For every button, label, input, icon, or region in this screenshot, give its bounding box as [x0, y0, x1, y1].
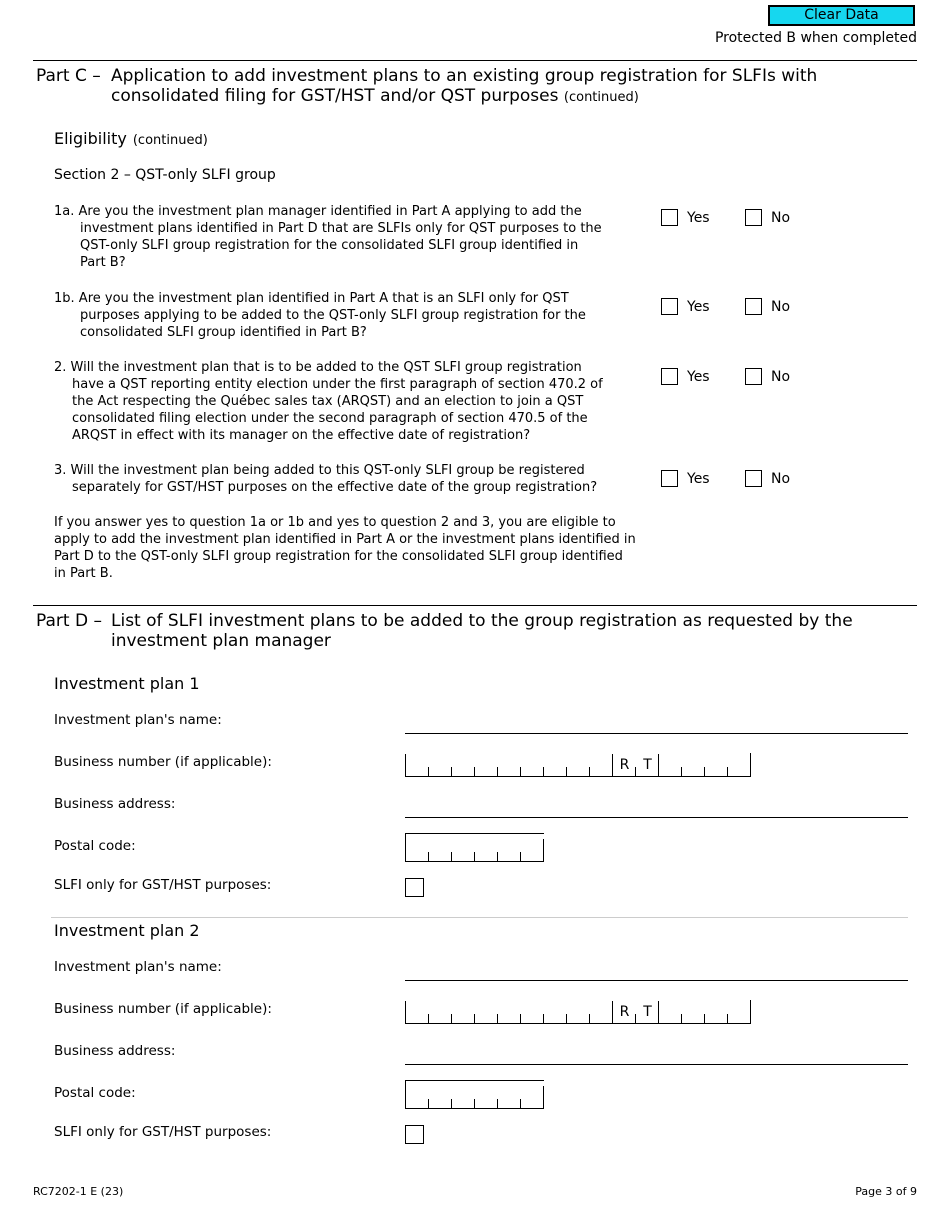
checkbox[interactable] — [745, 470, 762, 487]
question-3-yes[interactable]: Yes — [661, 470, 710, 487]
divider — [51, 917, 908, 918]
form-id: RC7202-1 E (23) — [33, 1185, 124, 1198]
plan-2-postal-code-input[interactable] — [405, 1080, 544, 1109]
divider — [33, 605, 917, 606]
plan-2-address-input[interactable] — [405, 1064, 908, 1065]
checkbox[interactable] — [661, 368, 678, 385]
question-1b-yes[interactable]: Yes — [661, 298, 710, 315]
question-1a-no[interactable]: No — [745, 209, 790, 226]
rt-letter-r: R — [613, 754, 636, 776]
question-2-yes[interactable]: Yes — [661, 368, 710, 385]
plan-2-address-label: Business address: — [54, 1043, 176, 1059]
checkbox[interactable] — [661, 209, 678, 226]
part-c-title: Part C – Application to add investment plans to an existing group registration for SLFIs with consolidated filing for GST/HST and/or QST purposes (continued) — [36, 66, 818, 106]
clear-data-button[interactable]: Clear Data — [768, 5, 915, 26]
part-d-title: Part D – List of SLFI investment plans to be added to the group registration as requested by the investment plan manager — [36, 611, 853, 651]
question-1b-no[interactable]: No — [745, 298, 790, 315]
plan-1-slfi-label: SLFI only for GST/HST purposes: — [54, 877, 272, 893]
checkbox[interactable] — [745, 368, 762, 385]
section-2-title: Section 2 – QST-only SLFI group — [54, 167, 276, 183]
plan-1-slfi-checkbox[interactable] — [405, 878, 424, 897]
question-2-no[interactable]: No — [745, 368, 790, 385]
protected-notice: Protected B when completed — [714, 30, 917, 46]
checkbox[interactable] — [661, 298, 678, 315]
eligibility-heading: Eligibility (continued) — [54, 129, 208, 148]
investment-plan-1-title: Investment plan 1 — [54, 674, 200, 693]
rt-letter-r: R — [613, 1001, 636, 1023]
checkbox[interactable] — [745, 298, 762, 315]
plan-1-name-input[interactable] — [405, 733, 908, 734]
rt-letter-t: T — [636, 754, 659, 776]
rt-letter-t: T — [636, 1001, 659, 1023]
plan-2-business-number-input[interactable] — [405, 1001, 751, 1024]
divider — [33, 60, 917, 61]
question-2: 2. Will the investment plan that is to be added to the QST SLFI group registration have a QST reporting entity election under the first paragraph of section 470.2 of the Act respecting the Québec sales tax (ARQST) and an election to join a QST consolidated filing election under the second paragraph of section 470.5 of the ARQST in effect with its manager on the effective date of registration? — [54, 360, 603, 443]
question-1a: 1a. Are you the investment plan manager identified in Part A applying to add the investment plans identified in Part D that are SLFIs only for QST purposes to the QST-only SLFI group registration for the consolidated SLFI group identified in Part B? — [54, 204, 602, 270]
question-3-no[interactable]: No — [745, 470, 790, 487]
plan-1-address-label: Business address: — [54, 796, 176, 812]
plan-2-name-input[interactable] — [405, 980, 908, 981]
plan-1-bn-label: Business number (if applicable): — [54, 754, 272, 770]
checkbox[interactable] — [661, 470, 678, 487]
plan-1-address-input[interactable] — [405, 817, 908, 818]
plan-2-slfi-checkbox[interactable] — [405, 1125, 424, 1144]
investment-plan-2-title: Investment plan 2 — [54, 921, 200, 940]
plan-2-name-label: Investment plan's name: — [54, 959, 222, 975]
plan-2-bn-label: Business number (if applicable): — [54, 1001, 272, 1017]
plan-1-postal-code-input[interactable] — [405, 833, 544, 862]
plan-1-postal-label: Postal code: — [54, 838, 136, 854]
plan-1-name-label: Investment plan's name: — [54, 712, 222, 728]
plan-2-slfi-label: SLFI only for GST/HST purposes: — [54, 1124, 272, 1140]
question-1a-yes[interactable]: Yes — [661, 209, 710, 226]
question-1b: 1b. Are you the investment plan identified in Part A that is an SLFI only for QST purposes applying to be added to the QST-only SLFI group registration for the consolidated SLFI group identified in Part B? — [54, 291, 586, 340]
checkbox[interactable] — [745, 209, 762, 226]
plan-2-postal-label: Postal code: — [54, 1085, 136, 1101]
plan-1-business-number-input[interactable] — [405, 754, 751, 777]
page-number: Page 3 of 9 — [855, 1185, 917, 1198]
eligibility-note: If you answer yes to question 1a or 1b and yes to question 2 and 3, you are eligible to apply to add the investment plan identified in Part A or the investment plans identified in Part D to the QST-only SLFI group registration for the consolidated SLFI group identified in Part B. — [54, 515, 636, 581]
question-3: 3. Will the investment plan being added to this QST-only SLFI group be registered separately for GST/HST purposes on the effective date of the group registration? — [54, 463, 598, 495]
